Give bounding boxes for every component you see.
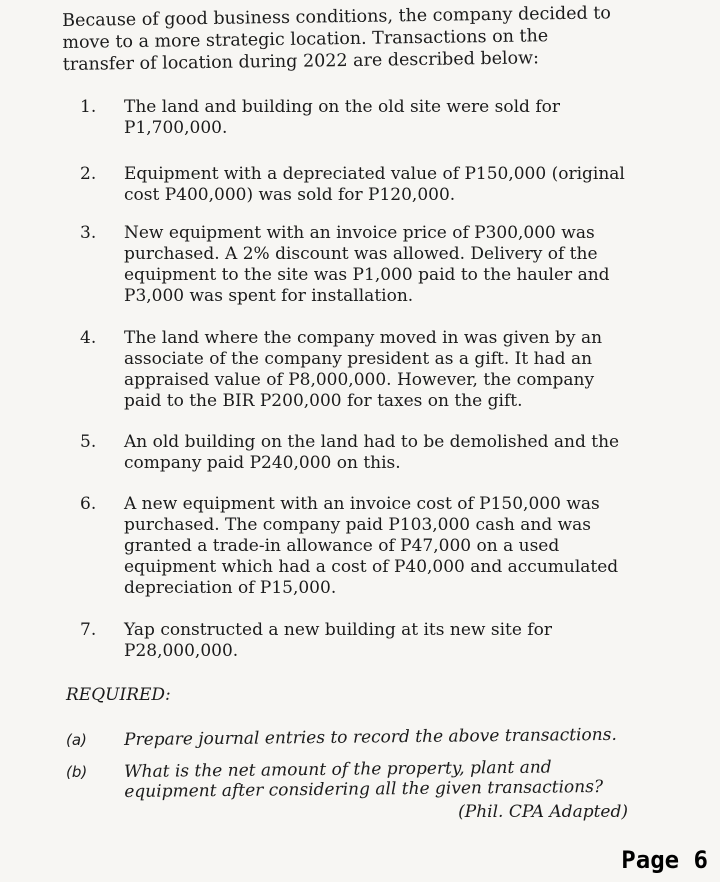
requirement-item [66,724,636,750]
transaction-item [80,164,625,206]
item-number: 4. [80,328,97,348]
item-text: The land where the company moved in was given by an associate of the company president as a gift. It had an appraised value of P8,000,000. However, the company paid to the BIR P200,000 for taxes on the gift. [124,328,603,411]
transaction-item [80,97,625,139]
requirement-letter: (b) [66,763,88,781]
item-text: An old building on the land had to be demolished and the company paid P240,000 on this. [124,432,620,473]
transaction-item [80,223,625,307]
required-heading: REQUIRED: [66,685,171,705]
item-text: Yap constructed a new building at its new site for P28,000,000. [124,620,552,661]
item-number: 2. [80,164,97,184]
transaction-item [80,328,625,412]
item-text: New equipment with an invoice price of P300,000 was purchased. A 2% discount was allowed. Delivery of the equipment to the site was P1,000 paid to the hauler and P3,000 was spent for installation. [124,223,610,306]
item-text: The land and building on the old site were sold for P1,700,000. [124,97,560,138]
requirement-text: Prepare journal entries to record the above transactions. [124,724,617,750]
requirement-text: What is the net amount of the property, plant and equipment after considering all the given transactions? [124,757,604,802]
item-number: 7. [80,620,97,640]
item-text: A new equipment with an invoice cost of P150,000 was purchased. The company paid P103,000 cash and was granted a trade-in allowance of P47,000 on a used equipment which had a cost of P40,000 and accumulated depreciation of P15,000. [124,494,619,598]
transaction-item [80,432,625,474]
item-number: 6. [80,494,97,514]
intro-paragraph: Because of good business conditions, the company decided to move to a more strategic location. Transactions on the transfer of location during 2022 are described below: [62,3,611,75]
item-number: 1. [80,97,97,117]
transaction-item [80,494,625,599]
item-number: 5. [80,432,97,452]
item-number: 3. [80,223,97,243]
requirement-letter: (a) [66,731,87,749]
source-citation: (Phil. CPA Adapted) [458,802,628,822]
page-number: Page 6 [621,846,708,874]
item-text: Equipment with a depreciated value of P150,000 (original cost P400,000) was sold for P120,000. [124,164,625,205]
transaction-item [80,620,625,662]
requirement-item [66,757,636,802]
